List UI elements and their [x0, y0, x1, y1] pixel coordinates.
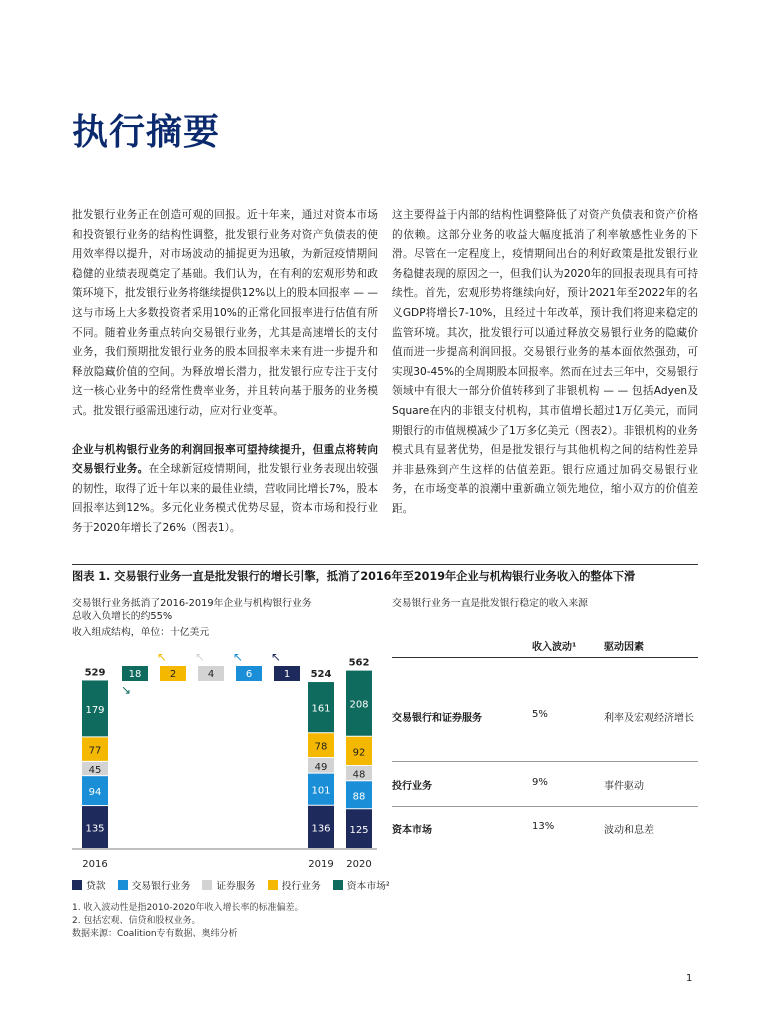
figure-title: 图表 1. 交易银行业务一直是批发银行的增长引擎，抵消了2016年至2019年企业与机构银行业务收入的整体下滑: [72, 570, 636, 583]
legend-swatch: [268, 880, 278, 890]
body-column-left: [72, 206, 378, 539]
chart-data-label: 179: [85, 704, 105, 716]
footnote: 2. 包括宏观、信贷和股权业务。: [72, 916, 201, 926]
table-subtitle: 交易银行业务一直是批发银行稳定的收入来源: [392, 598, 588, 609]
table-header-driver: 驱动因素: [604, 642, 644, 653]
table-row-driver: 事件驱动: [604, 781, 644, 792]
paragraph: [72, 441, 378, 539]
chart-bridge-label: 1: [283, 669, 291, 680]
legend-item: [72, 878, 106, 892]
table-row-volatility: 5%: [532, 709, 548, 720]
chart-bridge-arrow-icon: ↘: [120, 683, 132, 697]
chart-data-label: 135: [85, 823, 105, 835]
chart-x-tick-label: 2020: [346, 859, 372, 870]
table-header-rule: [392, 657, 698, 658]
chart-bridge-arrow-icon: ↖: [270, 650, 282, 664]
paragraph: 这主要得益于内部的结构性调整降低了对资产负债表和资产价格的依赖。这部分业务的收益大幅度抵消了利率敏感性业务的下滑。尽管在一定程度上，疫情期间出台的利好政策是批发银行业务稳健表现的原因之一，但我们认为2020年的回报表现具有可持续性。首先，宏观形势将继续向好，预计2021年至2022年的名义GDP将增长7-10%，且经过十年改革，预计我们将迎来稳定的监管环境。其次，批发银行可以通过释放交易银行业务的隐藏价值而进一步提高利润回报。交易银行业务的基本面依然强劲，可实现30-45%的全周期股本回报率。然而在过去三年中，交易银行领域中有很大一部分价值转移到了非银机构 — — 包括Adyen及Square在内的非银支付机构，其市值增长超过1万亿美元，而同期银行的市值规模减少了1万多亿美元（图表2）。非银机构的业务模式具有显著优势，但是批发银行与其他机构之间的结构性差异并非悬殊到产生这样的估值差距。银行应通过加码交易银行业务，在市场变革的浪潮中重新确立领先地位，缩小双方的价值差距。: [392, 209, 698, 515]
legend-label: 交易银行业务: [131, 881, 191, 892]
chart-data-label: 94: [88, 787, 102, 799]
table-header-volatility: 收入波动¹: [532, 642, 577, 653]
table-row-rule: [392, 761, 698, 762]
chart-data-label: 136: [311, 823, 331, 835]
chart-data-label: 161: [311, 703, 331, 715]
legend-label: 资本市场²: [346, 881, 390, 892]
paragraph: 批发银行业务正在创造可观的回报。近十年来，通过对资本市场和投资银行业务的结构性调整，批发银行业务对资产负债表的使用效率得以提升，对市场波动的捕捉更为迅敏，为新冠疫情期间稳健的业绩表现奠定了基础。我们认为，在有利的宏观形势和政策环境下，批发银行业务将继续提供12%以上的股本回报率 — — 这与市场上大多数投资者采用10%的正常化回报率进行估值有所不同。随着业务重点转向交易银行业务，尤其是高速增长的支付业务，我们预期批发银行业务的股本回报率未来有进一步提升和释放隐藏价值的空间。为释放增长潜力，批发银行应专注于支付这一核心业务中的经常性费率业务，并且转向基于服务的业务模式。批发银行亟需迅速行动，应对行业变革。: [72, 209, 378, 417]
chart-data-label: 101: [311, 785, 331, 797]
chart-data-label: 49: [314, 761, 328, 773]
paragraph-lead: 企业与机构银行业务的利润回报率可望持续提升，但重点将转向交易银行业务。: [72, 443, 378, 476]
chart-bridge-label: 2: [169, 669, 177, 680]
paragraph-text: 在全球新冠疫情期间，批发银行业务表现出较强的韧性，取得了近十年以来的最佳业绩，营收同比增长7%，股本回报率达到12%。多元化业务模式优势尽显，资本市场和投行业务于2020年增长了26%（图表1）。: [72, 463, 379, 534]
table-row-volatility: 13%: [532, 821, 555, 832]
table-row-name: 投行业务: [392, 781, 432, 792]
table-row-volatility: 9%: [532, 777, 548, 788]
body-column-right: [392, 206, 698, 520]
chart-x-tick-label: 2019: [308, 859, 334, 870]
chart-bridge-label: 18: [128, 669, 142, 680]
chart-unit: 收入组成结构，单位：十亿美元: [72, 627, 210, 638]
figure-top-rule: [72, 564, 698, 565]
chart-bridge-label: 6: [245, 669, 253, 680]
page-number: 1: [686, 973, 693, 984]
page-title: 执行摘要: [72, 112, 221, 153]
legend-swatch: [202, 880, 212, 890]
chart-data-label: 92: [352, 747, 366, 759]
chart-bridge-arrow-icon: ↖: [194, 650, 206, 664]
table-row-rule: [392, 806, 698, 807]
chart-x-tick-label: 2016: [82, 859, 108, 870]
legend-label: 投行业务: [281, 881, 321, 892]
table-row-driver: 利率及宏观经济增长: [604, 713, 694, 724]
revenue-waterfall-chart: [72, 644, 382, 874]
chart-bridge-label: 4: [207, 669, 215, 680]
legend-item: [333, 878, 390, 892]
footnotes: [72, 902, 304, 941]
legend-item: [202, 878, 255, 892]
chart-data-label: 125: [349, 825, 369, 837]
chart-data-label: 88: [352, 791, 366, 803]
table-row-driver: 波动和息差: [604, 825, 654, 836]
legend-swatch: [72, 880, 82, 890]
chart-total-label: 529: [84, 667, 106, 679]
chart-data-label: 208: [349, 699, 369, 711]
source-note: 数据来源：Coalition专有数据、奥纬分析: [72, 929, 238, 939]
chart-total-label: 562: [348, 657, 370, 669]
legend-swatch: [118, 880, 128, 890]
chart-data-label: 78: [314, 741, 328, 753]
chart-bridge-arrow-icon: ↖: [156, 650, 168, 664]
chart-data-label: 45: [88, 765, 102, 777]
chart-bridge-arrow-icon: ↖: [232, 650, 244, 664]
legend-label: 证券服务: [216, 881, 256, 892]
chart-legend: [72, 878, 390, 892]
legend-item: [118, 878, 191, 892]
legend-label: 贷款: [86, 881, 106, 892]
table-row-name: 资本市场: [392, 825, 432, 836]
chart-subtitle-line: 交易银行业务抵消了2016-2019年企业与机构银行业务: [72, 598, 312, 609]
legend-swatch: [333, 880, 343, 890]
chart-data-label: 48: [352, 769, 366, 781]
chart-subtitle-line: 总收入负增长的约55%: [72, 611, 173, 622]
chart-subtitle: [72, 597, 312, 623]
chart-total-label: 524: [310, 669, 332, 681]
legend-item: [268, 878, 321, 892]
table-row-name: 交易银行和证券服务: [392, 713, 482, 724]
chart-data-label: 77: [88, 745, 102, 757]
footnote: 1. 收入波动性是指2010-2020年收入增长率的标准偏差。: [72, 903, 304, 913]
